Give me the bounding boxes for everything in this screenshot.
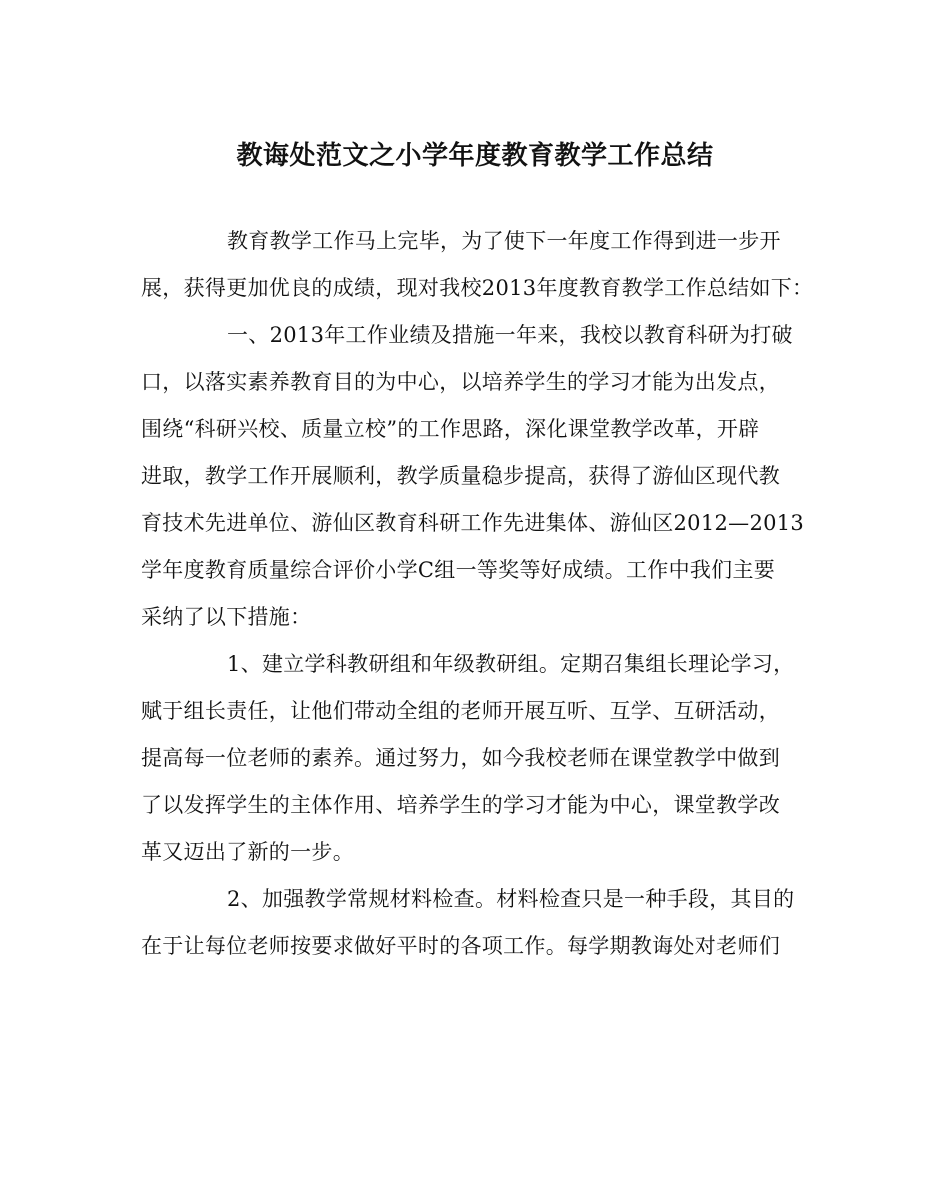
text-line: 一、2013年工作业绩及措施一年来，我校以教育科研为打破 <box>227 323 793 347</box>
text-line: 革又迈出了新的一步。 <box>141 840 354 864</box>
text-line: 赋于组长责任，让他们带动全组的老师开展互听、互学、互研活动， <box>141 699 780 723</box>
text-line: 采纳了以下措施： <box>141 605 312 629</box>
text-line: 围绕“科研兴校、质量立校”的工作思路，深化课堂教学改革，开辟 <box>141 417 760 441</box>
document-body <box>141 218 814 970</box>
text-line: 展，获得更加优良的成绩，现对我校2013年度教育教学工作总结如下： <box>141 276 814 300</box>
text-line: 了以发挥学生的主体作用、培养学生的学习才能为中心，课堂教学改 <box>141 793 780 817</box>
text-line: 教育教学工作马上完毕，为了使下一年度工作得到进一步开 <box>227 229 781 253</box>
text-line: 口，以落实素养教育目的为中心，以培养学生的学习才能为出发点， <box>141 370 780 394</box>
text-line: 进取，教学工作开展顺利，教学质量稳步提高，获得了游仙区现代教 <box>141 464 780 488</box>
text-line: 2、加强教学常规材料检查。材料检查只是一种手段，其目的 <box>227 887 795 911</box>
text-line: 学年度教育质量综合评价小学C组一等奖等好成绩。工作中我们主要 <box>141 558 776 582</box>
document-title: 教诲处范文之小学年度教育教学工作总结 <box>236 141 714 171</box>
text-line: 在于让每位老师按要求做好平时的各项工作。每学期教诲处对老师们 <box>141 934 780 958</box>
text-line: 1、建立学科教研组和年级教研组。定期召集组长理论学习， <box>227 652 795 676</box>
text-line: 提高每一位老师的素养。通过努力，如今我校老师在课堂教学中做到 <box>141 746 780 770</box>
text-line: 育技术先进单位、游仙区教育科研工作先进集体、游仙区2012—2013 <box>141 511 805 535</box>
